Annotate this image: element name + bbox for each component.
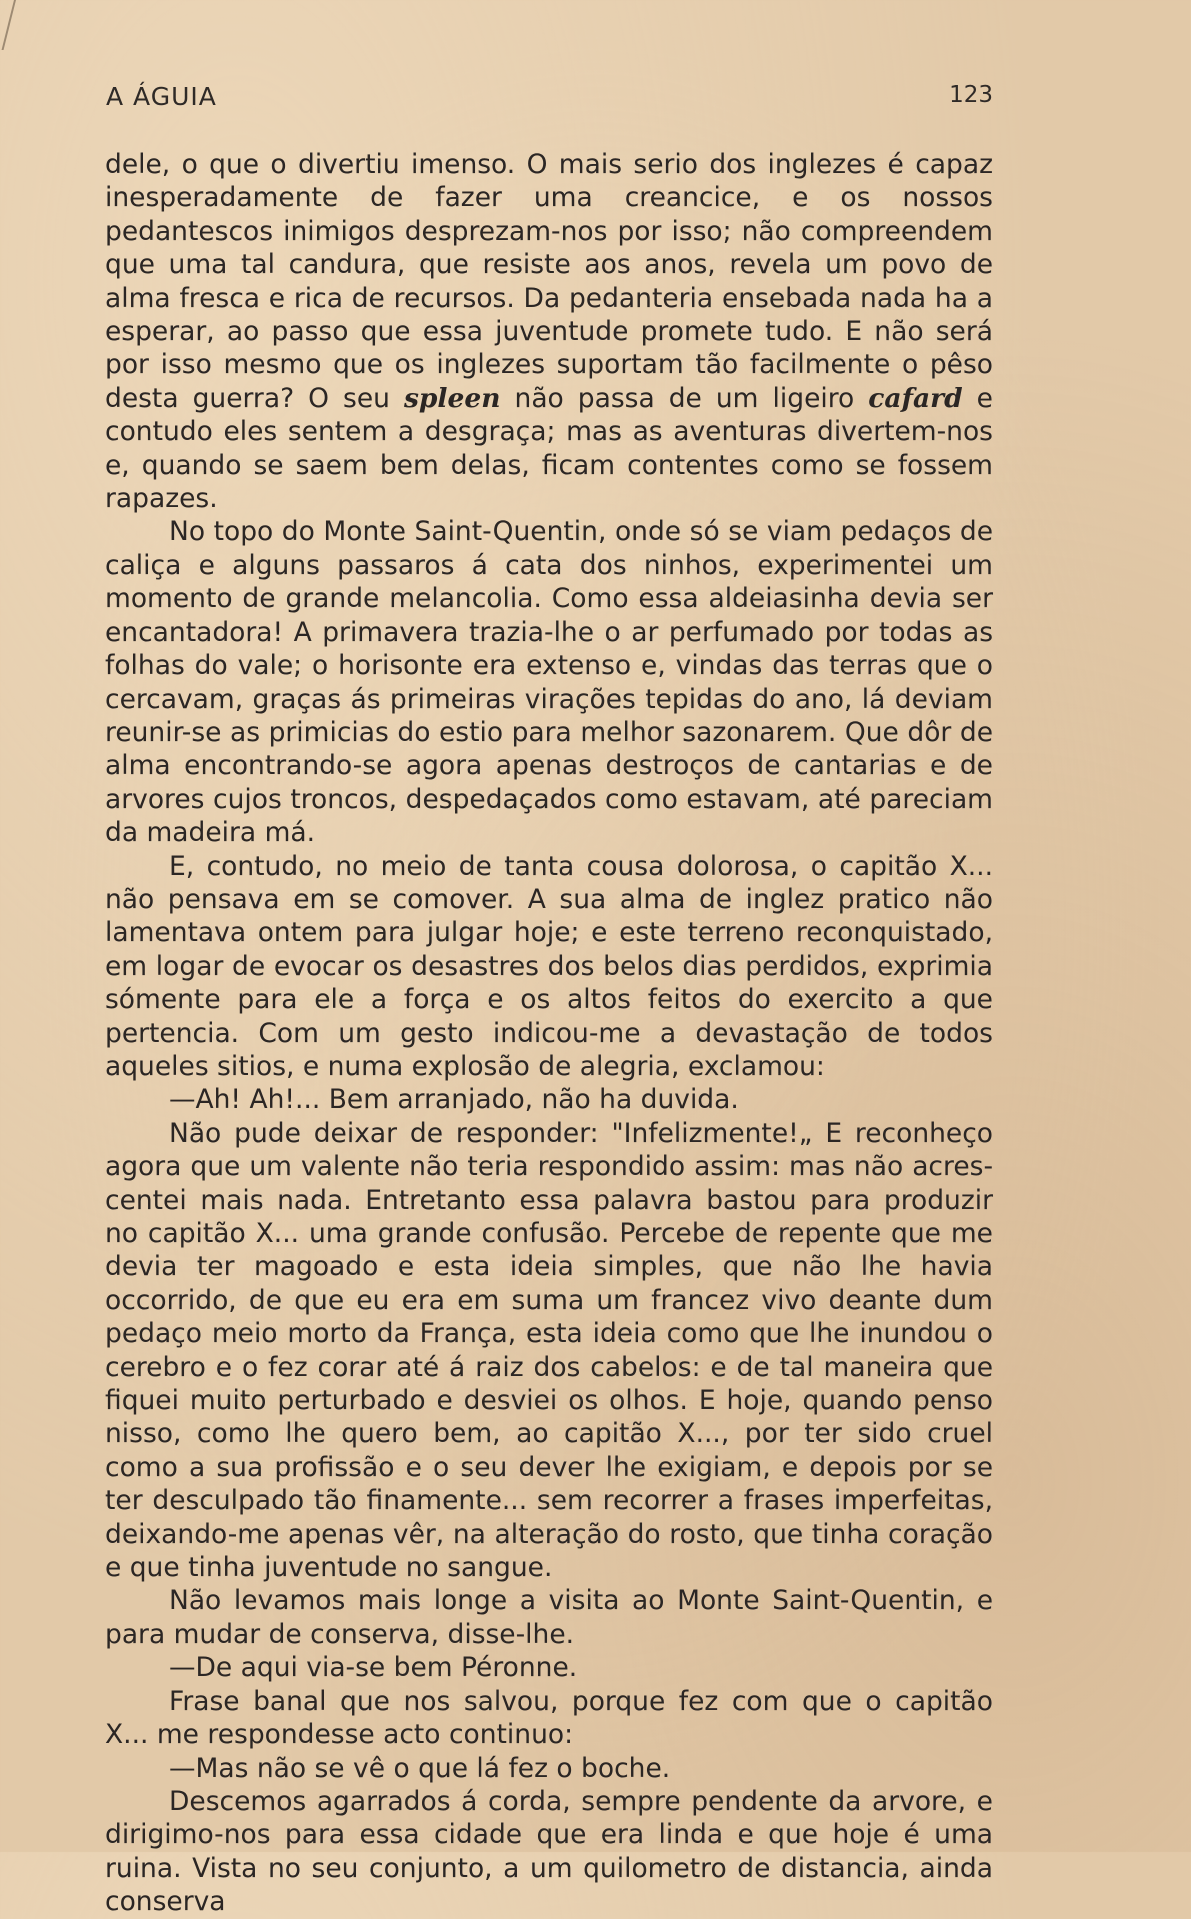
paragraph-5: Não pude deixar de responder: "Infelizmente!„ E reconheço agora que um valente não teria respondido assim: mas não acrescentei mais nada. Entretanto essa palavra bastou para produzir no capitão X... uma grande confusão. Percebe de repente que me devia ter magoado e esta ideia simples, que não lhe havia occorrido, de que eu era em suma um francez vivo deante dum pedaço meio morto da França, esta ideia como que lhe inundou o cerebro e o fez corar até á raiz dos cabelos: e de tal maneira que fiquei muito perturbado e desviei os olhos. E hoje, quando penso nisso, como lhe quero bem, ao capitão X..., por ter sido cruel como a sua profissão e o seu dever lhe exigiam, e depois por se ter desculpado tão finamente... sem recorrer a frases imperfeitas, deixando-me apenas vêr, na alteração do rosto, que tinha coração e que tinha juventude no sangue. xyxy=(105,1117,993,1584)
page-number: 123 xyxy=(949,82,993,108)
paragraph-6: Não levamos mais longe a visita ao Monte Saint-Quentin, e para mudar de conserva, disse-lhe. xyxy=(105,1585,993,1650)
paragraph-3: E, contudo, no meio de tanta cousa dolorosa, o capitão X... não pensava em se comover. A sua alma de inglez pratico não lamentava ontem para julgar hoje; e este terreno reconquistado, em logar de evocar os desastres dos belos dias perdidos, exprimia sómente para ele a força e os altos feitos do exercito a que pertencia. Com um gesto indicou-me a devastação de todos aqueles sitios, e numa explosão de alegria, exclamou: xyxy=(105,850,993,1082)
word-spleen: spleen xyxy=(403,382,501,414)
dialog-line-3: —Mas não se vê o que lá fez o boche. xyxy=(169,1752,671,1784)
dialog-line-2: —De aqui via-se bem Péronne. xyxy=(169,1652,578,1684)
body-text xyxy=(105,148,993,1919)
running-head xyxy=(98,82,993,122)
running-title: A ÁGUIA xyxy=(106,82,217,111)
paragraph-1 xyxy=(105,148,993,515)
pen-mark xyxy=(0,0,16,50)
paragraph-1-text-c: e contudo eles sentem a desgraça; mas as aventuras divertem-nos e, quando se saem bem delas, ficam contentes como se fossem rapazes. xyxy=(105,382,993,515)
paragraph-10: Descemos agarrados á corda, sempre pendente da arvore, e dirigimo-nos para essa cidade que era linda e que hoje é uma ruina. Vista no seu conjunto, a um quilometro de distancia, ainda conserva xyxy=(105,1785,993,1918)
paragraph-8: Frase banal que nos salvou, porque fez com que o capitão X... me respondesse acto continuo: xyxy=(105,1685,993,1751)
word-cafard: cafard xyxy=(868,382,963,414)
paragraph-1-text-a: dele, o que o divertiu imenso. O mais serio dos inglezes é capaz inesperadamente de fazer uma creancice, e os nossos pedantescos inimigos desprezam-nos por isso; não compreendem que uma tal candura, que resiste aos anos, revela um povo de alma fresca e rica de recursos. Da pedanteria ensebada nada ha a esperar, ao passo que essa juventude promete tudo. E não será por isso mesmo que os inglezes suportam tão facilmente o pêso desta guerra? O seu xyxy=(105,149,993,414)
dialog-line-1: —Ah! Ah!... Bem arranjado, não ha duvida. xyxy=(169,1084,739,1116)
paragraph-1-text-b: não passa de um ligeiro xyxy=(500,382,869,414)
paragraph-2: No topo do Monte Saint-Quentin, onde só se viam pedaços de caliça e alguns passaros á cata dos ninhos, experimentei um momento de grande melancolia. Como essa aldeiasinha devia ser encantadora! A primavera trazia-lhe o ar perfumado por todas as folhas do vale; o horisonte era extenso e, vindas das terras que o cercavam, graças ás primeiras virações tepidas do ano, lá deviam reunir-se as primicias do estio para melhor sazonarem. Que dôr de alma encontrando-se agora apenas destroços de cantarias e de arvores cujos troncos, despedaçados como estavam, até pareciam da madeira má. xyxy=(105,516,993,849)
